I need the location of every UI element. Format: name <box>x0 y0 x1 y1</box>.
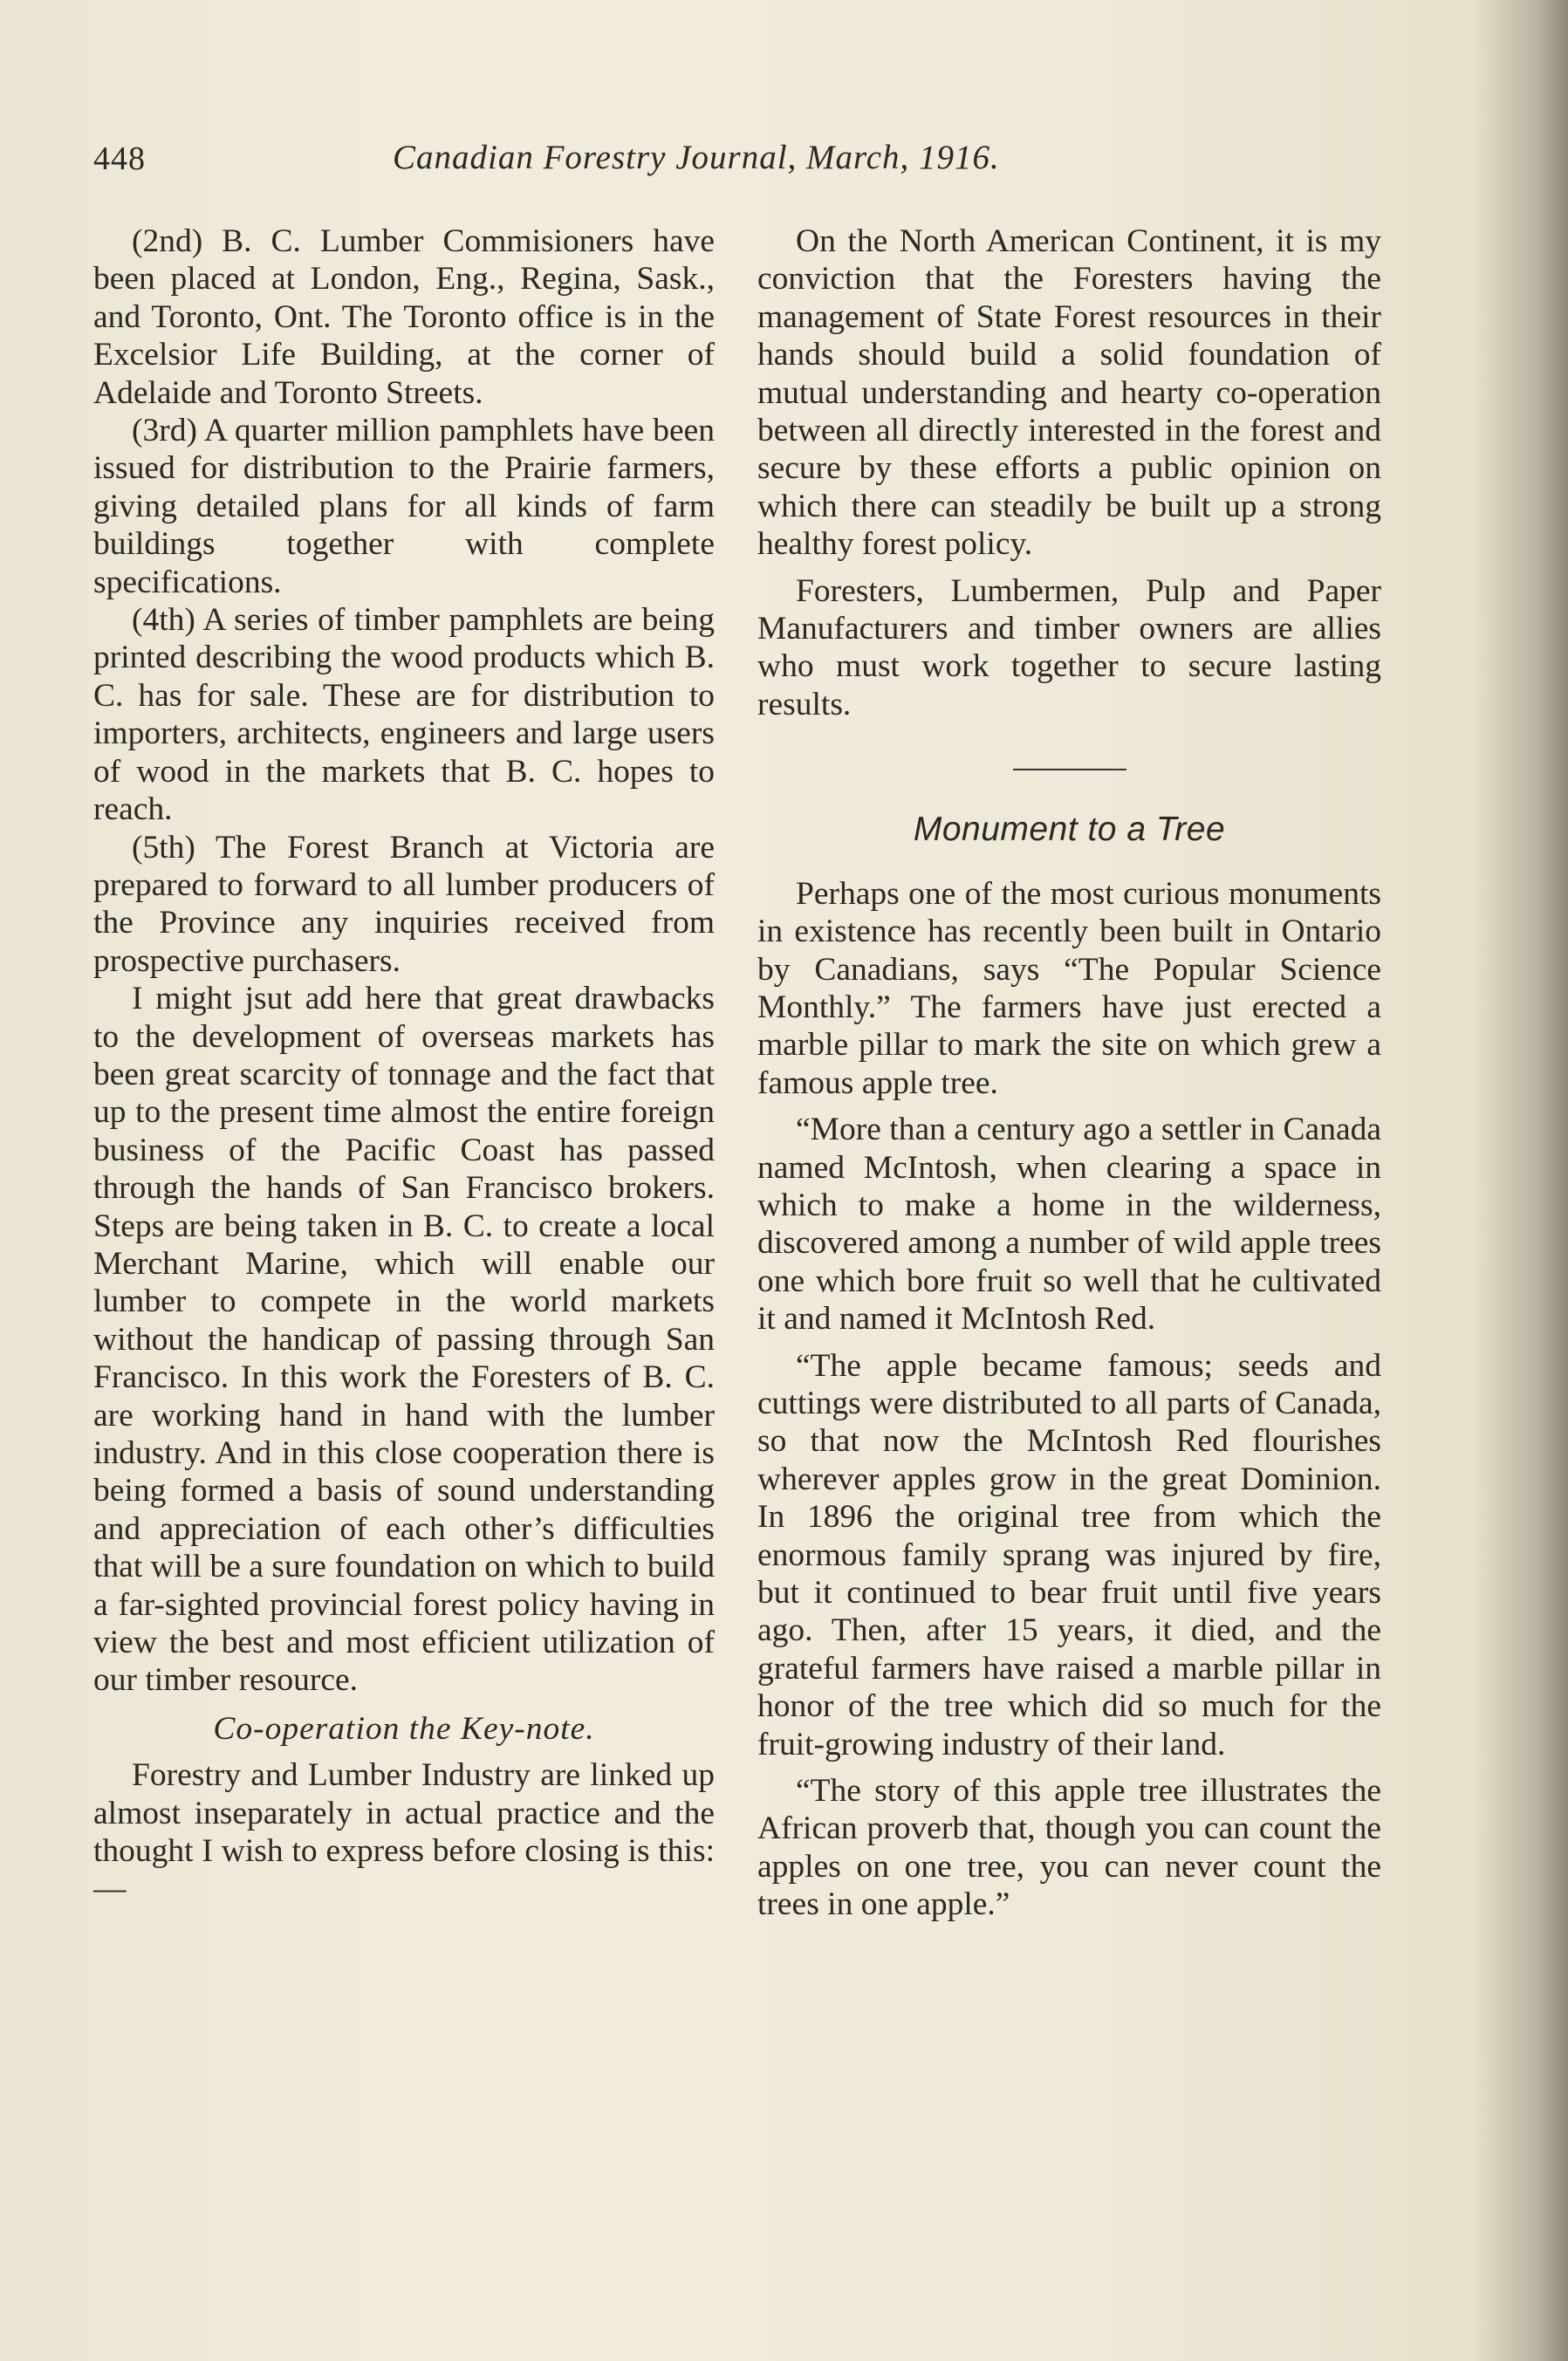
running-head: Canadian Forestry Journal, March, 1916. <box>393 139 1000 176</box>
paragraph: (3rd) A quarter million pamphlets have been issued for distribution to the Prairie farmers, giving detailed plans for all kinds of farm buildings together with complete specifications. <box>93 413 715 600</box>
paragraph: “The story of this apple tree illustrates the African proverb that, though you can count the apples on one tree, you can never count the trees in one apple.” <box>757 1773 1381 1923</box>
paragraph: Foresters, Lumbermen, Pulp and Paper Manufacturers and timber owners are allies who must work together to secure lasting results. <box>757 572 1381 722</box>
paragraph: Forestry and Lumber Industry are linked up almost inseparately in actual practice and the thought I wish to express before closing is this:— <box>93 1757 715 1907</box>
section-subheading: Co-operation the Key-note. <box>213 1710 595 1747</box>
page-number: 448 <box>93 140 146 177</box>
right-column <box>757 222 1381 1924</box>
paragraph: I might jsut add here that great drawbacks to the development of overseas markets has been great scarcity of tonnage and the fact that up to the present time almost the entire foreign business of the Pacific Coast has passed through the hands of San Francisco brokers. Steps are being taken in B. C. to create a local Merchant Marine, which will enable our lumber to compete in the world markets without the handicap of passing through San Francisco. In this work the Foresters of B. C. are working hand in hand with the lumber industry. And in this close cooperation there is being formed a basis of sound understanding and appreciation of each other’s difficulties that will be a sure foundation on which to build a far-sighted provincial forest policy having in view the best and most efficient utilization of our timber resource. <box>93 981 715 1699</box>
paragraph: “The apple became famous; seeds and cuttings were distributed to all parts of Canada, so that now the McIntosh Red flourishes wherever apples grow in the great Dominion. In 1896 the original tree from which the enormous family sprang was injured by fire, but it continued to bear fruit until five years ago. Then, after 15 years, it died, and the grateful farmers have raised a marble pillar in honor of the tree which did so much for the fruit-growing industry of their land. <box>757 1347 1381 1762</box>
paragraph: (4th) A series of timber pamphlets are being printed describing the wood products which B. C. has for sale. These are for distribution to importers, architects, engineers and large users of wood in the markets that B. C. hopes to reach. <box>93 602 715 828</box>
article-title: Monument to a Tree <box>913 811 1226 849</box>
paragraph: On the North American Continent, it is my conviction that the Foresters having the management of State Forest resources in their hands should build a solid foundation of mutual understanding and hearty co-operation between all directly interested in the forest and secure by these efforts a public opinion on which there can steadily be built up a strong healthy forest policy. <box>757 223 1381 563</box>
paragraph: (2nd) B. C. Lumber Commisioners have been placed at London, Eng., Regina, Sask., and Toronto, Ont. The Toronto office is in the Excelsior Life Building, at the corner of Adelaide and Toronto Streets. <box>93 223 715 411</box>
left-column <box>93 222 715 1908</box>
paragraph: Perhaps one of the most curious monuments in existence has recently been built in Ontario by Canadians, says “The Popular Science Monthly.” The farmers have just erected a marble pillar to mark the site on which grew a famous apple tree. <box>757 875 1381 1101</box>
paragraph: (5th) The Forest Branch at Victoria are prepared to forward to all lumber producers of the Province any inquiries received from prospective purchasers. <box>93 829 715 979</box>
section-divider <box>1013 769 1126 770</box>
paragraph: “More than a century ago a settler in Canada named McIntosh, when clearing a space in which to make a home in the wilderness, discovered among a number of wild apple trees one which bore fruit so well that he cultivated it and named it McIntosh Red. <box>757 1112 1381 1338</box>
